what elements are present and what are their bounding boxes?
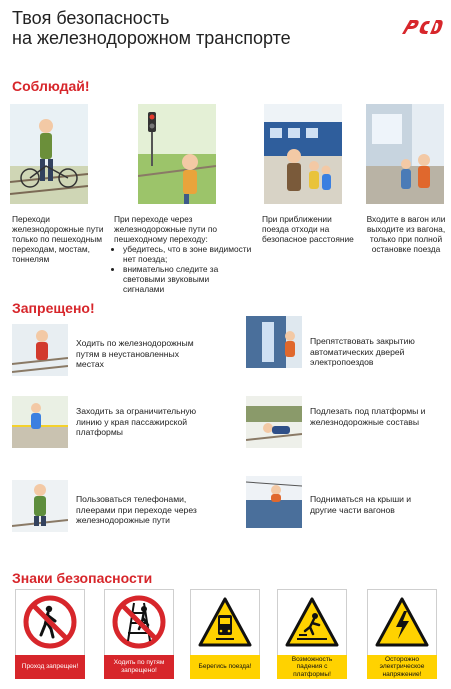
observe-text-2-lead: При переходе через железнодорожные пути по пешеходному переходу: (114, 214, 218, 244)
observe-bullet-1: • убедитесь, что в зоне видимости нет поезда; (123, 244, 252, 264)
sign-label-5: Осторожно электрическое напряжение! (367, 655, 437, 679)
forbidden-text-4: Подлезать под платформы и железнодорожные составы (310, 406, 426, 427)
observe-heading: Соблюдай! (12, 78, 90, 94)
observe-bullet-2: • внимательно следите за световыми звуковыми сигналами (123, 264, 252, 294)
sign-no-entry (15, 589, 85, 679)
sign-platform-fall (277, 589, 347, 679)
sign-no-walking-on-tracks (104, 589, 174, 679)
sign-train-warning (190, 589, 260, 679)
signs-heading: Знаки безопасности (12, 570, 153, 586)
sign-label-4: Возможность падения с платформы! (277, 655, 347, 679)
forbidden-text-2: Препятствовать закрытию автоматических дверей электропоездов (310, 336, 415, 367)
roof-climbing-illustration (246, 476, 302, 528)
sign-high-voltage (367, 589, 437, 679)
sign-label-3: Берегись поезда! (190, 655, 260, 679)
high-voltage-icon (367, 589, 437, 655)
pedestrian-crossing-illustration (10, 104, 88, 204)
sign-label-1: Проход запрещен! (15, 655, 85, 679)
title-line-1: Твоя безопасность (12, 8, 170, 28)
crawling-under-illustration (246, 396, 302, 448)
title-line-2: на железнодорожном транспорте (12, 28, 291, 48)
observe-text-4: Входите в вагон или выходите из вагона, только при полной остановке поезда (366, 214, 446, 254)
boarding-illustration (366, 104, 444, 204)
no-walking-icon (15, 589, 85, 655)
page-title (12, 8, 382, 48)
forbidden-text-6: Подниматься на крыши и другие части вагонов (310, 494, 412, 515)
blocking-doors-illustration (246, 316, 302, 368)
forbidden-text-1: Ходить по железнодорожным путям в неустановленных местах (76, 338, 194, 369)
train-warning-icon (190, 589, 260, 655)
rzd-logo (400, 16, 444, 38)
sign-label-2: Ходить по путям запрещено! (104, 655, 174, 679)
phone-on-tracks-illustration (12, 480, 68, 532)
walking-on-tracks-illustration (12, 324, 68, 376)
platform-edge-illustration (12, 396, 68, 448)
observe-text-2 (114, 214, 252, 294)
observe-bullets (114, 244, 252, 294)
forbidden-text-3: Заходить за ограничительную линию у края пассажирской платформы (76, 406, 197, 437)
traffic-light-illustration (138, 104, 216, 204)
forbidden-heading: Запрещено! (12, 300, 95, 316)
platform-fall-warning-icon (277, 589, 347, 655)
no-walking-on-tracks-icon (104, 589, 174, 655)
observe-text-1: Переходи железнодорожные пути только по пешеходным переходам, мостам, тоннелям (12, 214, 104, 264)
forbidden-text-5: Пользоваться телефонами, плеерами при переходе через железнодорожные пути (76, 494, 197, 525)
observe-text-3: При приближении поезда отходи на безопасное расстояние (262, 214, 354, 244)
family-train-illustration (264, 104, 342, 204)
